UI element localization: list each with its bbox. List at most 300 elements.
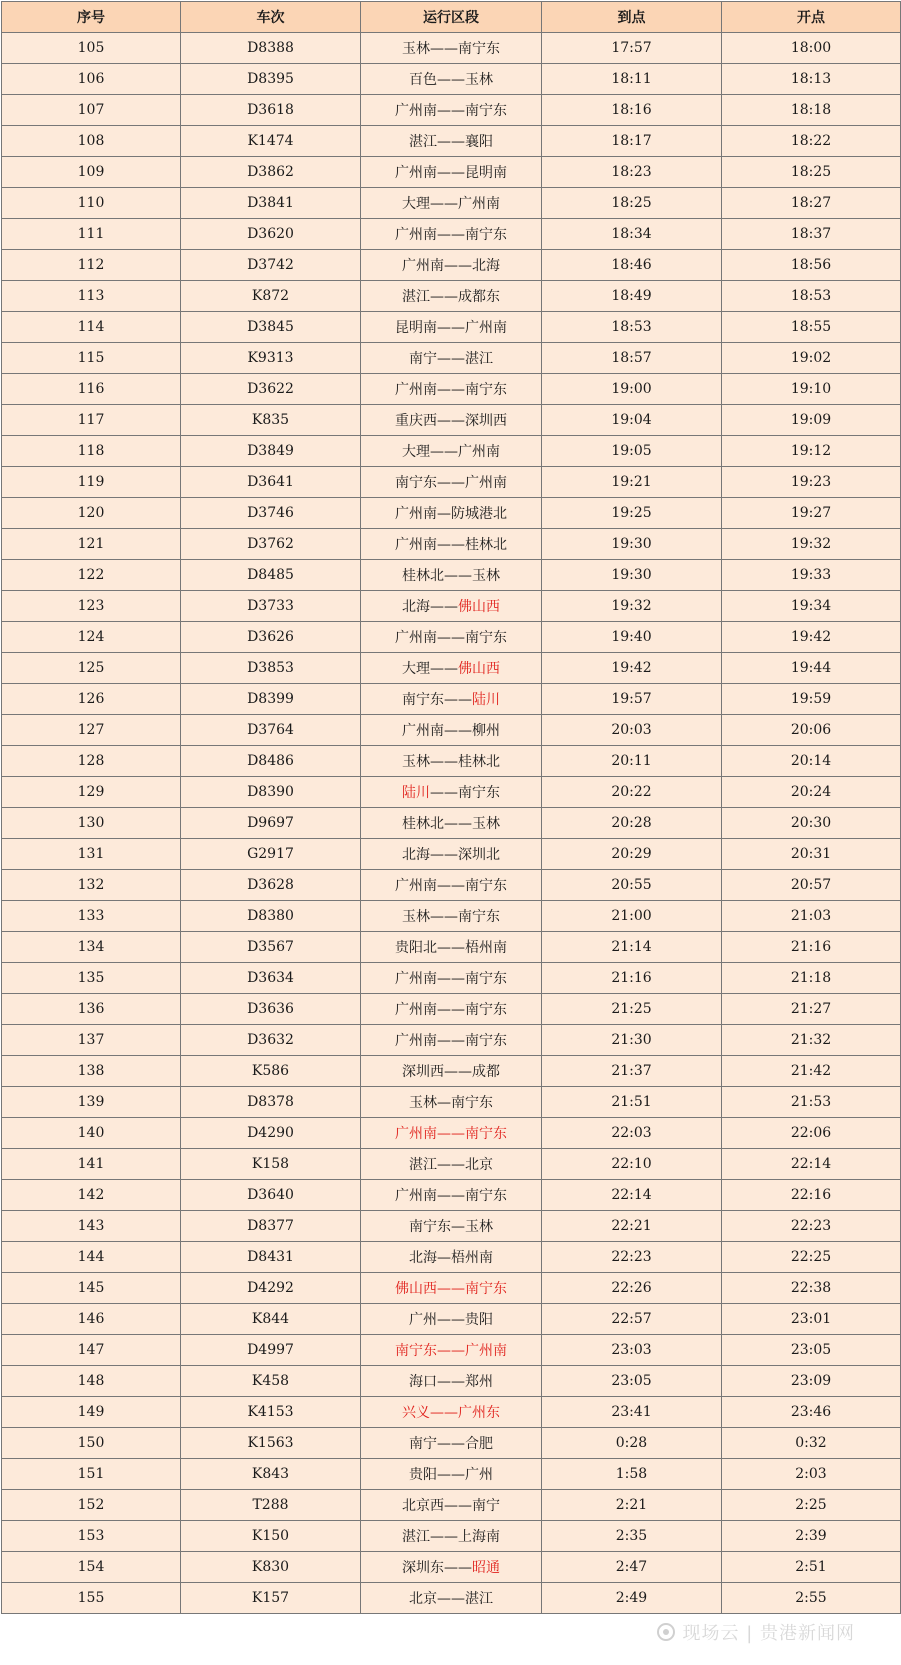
cell-arrival: 22:21 xyxy=(542,1211,722,1242)
cell-arrival: 22:23 xyxy=(542,1242,722,1273)
cell-departure: 22:25 xyxy=(722,1242,901,1273)
cell-seq: 110 xyxy=(2,188,181,219)
cell-arrival: 19:30 xyxy=(542,529,722,560)
cell-departure: 22:16 xyxy=(722,1180,901,1211)
cell-departure: 22:38 xyxy=(722,1273,901,1304)
table-row xyxy=(2,870,901,901)
cell-train: D8377 xyxy=(181,1211,361,1242)
cell-route xyxy=(361,33,542,64)
cell-seq: 126 xyxy=(2,684,181,715)
table-row xyxy=(2,1304,901,1335)
cell-seq: 151 xyxy=(2,1459,181,1490)
table-row xyxy=(2,746,901,777)
route-segment: 广州南——北海 xyxy=(402,258,500,274)
header-arrival: 到点 xyxy=(542,2,722,33)
cell-arrival: 18:49 xyxy=(542,281,722,312)
cell-seq: 109 xyxy=(2,157,181,188)
cell-seq: 105 xyxy=(2,33,181,64)
table-row xyxy=(2,653,901,684)
cell-arrival: 18:46 xyxy=(542,250,722,281)
cell-train: D8399 xyxy=(181,684,361,715)
table-row xyxy=(2,281,901,312)
cell-route xyxy=(361,808,542,839)
cell-seq: 135 xyxy=(2,963,181,994)
cell-seq: 142 xyxy=(2,1180,181,1211)
cell-departure: 2:39 xyxy=(722,1521,901,1552)
cell-route xyxy=(361,746,542,777)
cell-arrival: 22:57 xyxy=(542,1304,722,1335)
cell-train: D4290 xyxy=(181,1118,361,1149)
cell-seq: 143 xyxy=(2,1211,181,1242)
cell-arrival: 20:11 xyxy=(542,746,722,777)
cell-train: D3622 xyxy=(181,374,361,405)
cell-arrival: 19:05 xyxy=(542,436,722,467)
cell-arrival: 18:34 xyxy=(542,219,722,250)
cell-arrival: 18:16 xyxy=(542,95,722,126)
cell-route xyxy=(361,529,542,560)
route-segment: 昆明南——广州南 xyxy=(395,320,507,336)
cell-departure: 20:24 xyxy=(722,777,901,808)
cell-departure: 19:10 xyxy=(722,374,901,405)
table-row xyxy=(2,808,901,839)
cell-arrival: 19:57 xyxy=(542,684,722,715)
route-segment: 桂林北——玉林 xyxy=(402,568,500,584)
cell-arrival: 21:00 xyxy=(542,901,722,932)
table-row xyxy=(2,33,901,64)
table-row xyxy=(2,777,901,808)
route-segment: 陆川 xyxy=(472,692,500,708)
route-segment: 北海—梧州南 xyxy=(409,1250,493,1266)
cell-train: D8388 xyxy=(181,33,361,64)
table-row xyxy=(2,436,901,467)
cell-arrival: 21:30 xyxy=(542,1025,722,1056)
header-row xyxy=(2,2,901,33)
table-row xyxy=(2,467,901,498)
route-segment: 南宁东—玉林 xyxy=(409,1219,493,1235)
cell-arrival: 18:23 xyxy=(542,157,722,188)
cell-seq: 106 xyxy=(2,64,181,95)
cell-seq: 134 xyxy=(2,932,181,963)
cell-departure: 18:18 xyxy=(722,95,901,126)
table-row xyxy=(2,250,901,281)
header-route: 运行区段 xyxy=(361,2,542,33)
cell-seq: 131 xyxy=(2,839,181,870)
table-row xyxy=(2,1397,901,1428)
cell-departure: 18:25 xyxy=(722,157,901,188)
cell-departure: 2:03 xyxy=(722,1459,901,1490)
route-segment: 佛山西——南宁东 xyxy=(395,1281,507,1297)
cell-departure: 22:23 xyxy=(722,1211,901,1242)
cell-train: D8378 xyxy=(181,1087,361,1118)
route-segment: 广州南——南宁东 xyxy=(395,1126,507,1142)
table-body xyxy=(2,33,901,1614)
cell-train: D3849 xyxy=(181,436,361,467)
cell-seq: 139 xyxy=(2,1087,181,1118)
cell-train: K830 xyxy=(181,1552,361,1583)
route-segment: 广州南——南宁东 xyxy=(395,971,507,987)
route-segment: 南宁东——广州南 xyxy=(395,475,507,491)
table-row xyxy=(2,1521,901,1552)
route-segment: 玉林—南宁东 xyxy=(409,1095,493,1111)
table-row xyxy=(2,1087,901,1118)
cell-train: D3640 xyxy=(181,1180,361,1211)
cell-arrival: 21:14 xyxy=(542,932,722,963)
cell-seq: 141 xyxy=(2,1149,181,1180)
cell-seq: 113 xyxy=(2,281,181,312)
cell-route xyxy=(361,281,542,312)
cell-departure: 20:57 xyxy=(722,870,901,901)
cell-departure: 18:55 xyxy=(722,312,901,343)
route-segment: 广州南——南宁东 xyxy=(395,630,507,646)
cell-arrival: 23:41 xyxy=(542,1397,722,1428)
table-row xyxy=(2,64,901,95)
route-segment: 北海—— xyxy=(402,599,458,615)
cell-seq: 123 xyxy=(2,591,181,622)
cell-departure: 20:31 xyxy=(722,839,901,870)
route-segment: 湛江——成都东 xyxy=(402,289,500,305)
cell-seq: 149 xyxy=(2,1397,181,1428)
cell-train: K872 xyxy=(181,281,361,312)
cell-departure: 20:30 xyxy=(722,808,901,839)
cell-train: D4292 xyxy=(181,1273,361,1304)
cell-train: D8486 xyxy=(181,746,361,777)
cell-route xyxy=(361,1211,542,1242)
cell-route xyxy=(361,1149,542,1180)
cell-departure: 19:02 xyxy=(722,343,901,374)
cell-seq: 112 xyxy=(2,250,181,281)
cell-departure: 18:13 xyxy=(722,64,901,95)
table-row xyxy=(2,498,901,529)
route-segment: 广州南——桂林北 xyxy=(395,537,507,553)
cell-train: D3764 xyxy=(181,715,361,746)
cell-train: K1563 xyxy=(181,1428,361,1459)
cell-seq: 138 xyxy=(2,1056,181,1087)
cell-route xyxy=(361,126,542,157)
table-row xyxy=(2,1242,901,1273)
cell-seq: 125 xyxy=(2,653,181,684)
cell-seq: 148 xyxy=(2,1366,181,1397)
cell-route xyxy=(361,405,542,436)
cell-seq: 121 xyxy=(2,529,181,560)
cell-seq: 130 xyxy=(2,808,181,839)
cell-train: D3841 xyxy=(181,188,361,219)
table-row xyxy=(2,1149,901,1180)
cell-departure: 19:12 xyxy=(722,436,901,467)
route-segment: 广州南——南宁东 xyxy=(395,382,507,398)
cell-seq: 120 xyxy=(2,498,181,529)
route-segment: 陆川 xyxy=(402,785,430,801)
cell-departure: 23:05 xyxy=(722,1335,901,1366)
route-segment: 大理——广州南 xyxy=(402,196,500,212)
cell-train: K458 xyxy=(181,1366,361,1397)
cell-train: D3618 xyxy=(181,95,361,126)
cell-route xyxy=(361,1118,542,1149)
cell-arrival: 20:29 xyxy=(542,839,722,870)
table-row xyxy=(2,1211,901,1242)
route-segment: 昭通 xyxy=(472,1560,500,1576)
cell-train: K1474 xyxy=(181,126,361,157)
cell-route xyxy=(361,1335,542,1366)
cell-departure: 21:53 xyxy=(722,1087,901,1118)
route-segment: 深圳东—— xyxy=(402,1560,472,1576)
table-row xyxy=(2,405,901,436)
cell-route xyxy=(361,219,542,250)
cell-train: D3636 xyxy=(181,994,361,1025)
cell-route xyxy=(361,498,542,529)
cell-route xyxy=(361,684,542,715)
cell-train: D8395 xyxy=(181,64,361,95)
cell-route xyxy=(361,1490,542,1521)
cell-train: D3845 xyxy=(181,312,361,343)
cell-arrival: 19:00 xyxy=(542,374,722,405)
route-segment: 百色——玉林 xyxy=(409,72,493,88)
cell-train: D3634 xyxy=(181,963,361,994)
table-row xyxy=(2,1056,901,1087)
cell-departure: 18:27 xyxy=(722,188,901,219)
cell-departure: 23:09 xyxy=(722,1366,901,1397)
table-row xyxy=(2,188,901,219)
route-segment: 广州南——南宁东 xyxy=(395,878,507,894)
cell-arrival: 18:25 xyxy=(542,188,722,219)
cell-route xyxy=(361,188,542,219)
cell-departure: 21:27 xyxy=(722,994,901,1025)
cell-arrival: 21:51 xyxy=(542,1087,722,1118)
route-segment: 南宁东—— xyxy=(402,692,472,708)
route-segment: 佛山西 xyxy=(458,599,500,615)
cell-route xyxy=(361,1056,542,1087)
table-row xyxy=(2,343,901,374)
cell-train: D3742 xyxy=(181,250,361,281)
cell-train: D3746 xyxy=(181,498,361,529)
cell-seq: 146 xyxy=(2,1304,181,1335)
cell-train: K844 xyxy=(181,1304,361,1335)
cell-route xyxy=(361,591,542,622)
cell-train: K157 xyxy=(181,1583,361,1614)
cell-seq: 108 xyxy=(2,126,181,157)
cell-route xyxy=(361,343,542,374)
route-segment: 湛江——北京 xyxy=(409,1157,493,1173)
cell-route xyxy=(361,1366,542,1397)
table-row xyxy=(2,312,901,343)
route-segment: 南宁东——广州南 xyxy=(395,1343,507,1359)
cell-arrival: 19:40 xyxy=(542,622,722,653)
watermark-text: 现场云 | 贵港新闻网 xyxy=(682,1623,855,1644)
cell-departure: 21:42 xyxy=(722,1056,901,1087)
cell-seq: 133 xyxy=(2,901,181,932)
table-row xyxy=(2,1335,901,1366)
table-row xyxy=(2,1583,901,1614)
cell-arrival: 20:55 xyxy=(542,870,722,901)
route-segment: 北海——深圳北 xyxy=(402,847,500,863)
cell-train: D3628 xyxy=(181,870,361,901)
cell-arrival: 22:03 xyxy=(542,1118,722,1149)
table-row xyxy=(2,157,901,188)
cell-seq: 154 xyxy=(2,1552,181,1583)
cell-train: K158 xyxy=(181,1149,361,1180)
cell-seq: 137 xyxy=(2,1025,181,1056)
cell-departure: 20:14 xyxy=(722,746,901,777)
cell-arrival: 2:47 xyxy=(542,1552,722,1583)
cell-arrival: 18:17 xyxy=(542,126,722,157)
table-row xyxy=(2,1428,901,1459)
table-row xyxy=(2,932,901,963)
cell-train: D3620 xyxy=(181,219,361,250)
table-row xyxy=(2,994,901,1025)
cell-seq: 136 xyxy=(2,994,181,1025)
cell-train: D3641 xyxy=(181,467,361,498)
cell-route xyxy=(361,1552,542,1583)
cell-departure: 19:59 xyxy=(722,684,901,715)
cell-arrival: 23:03 xyxy=(542,1335,722,1366)
route-segment: 玉林——南宁东 xyxy=(402,41,500,57)
cell-seq: 144 xyxy=(2,1242,181,1273)
cell-route xyxy=(361,1087,542,1118)
cell-arrival: 2:21 xyxy=(542,1490,722,1521)
cell-train: K835 xyxy=(181,405,361,436)
table-row xyxy=(2,839,901,870)
cell-seq: 155 xyxy=(2,1583,181,1614)
cell-route xyxy=(361,1583,542,1614)
cell-route xyxy=(361,1242,542,1273)
cell-seq: 127 xyxy=(2,715,181,746)
cell-route xyxy=(361,436,542,467)
cell-route xyxy=(361,932,542,963)
route-segment: 兴义——广州东 xyxy=(402,1405,500,1421)
cell-departure: 21:03 xyxy=(722,901,901,932)
cell-departure: 22:14 xyxy=(722,1149,901,1180)
route-segment: 湛江——襄阳 xyxy=(409,134,493,150)
cell-departure: 18:53 xyxy=(722,281,901,312)
route-segment: 贵阳北——梧州南 xyxy=(395,940,507,956)
cell-seq: 128 xyxy=(2,746,181,777)
cell-route xyxy=(361,1025,542,1056)
cell-departure: 2:25 xyxy=(722,1490,901,1521)
cell-departure: 22:06 xyxy=(722,1118,901,1149)
cell-seq: 140 xyxy=(2,1118,181,1149)
table-row xyxy=(2,1459,901,1490)
route-segment: 广州——贵阳 xyxy=(409,1312,493,1328)
cell-departure: 23:01 xyxy=(722,1304,901,1335)
cell-departure: 19:34 xyxy=(722,591,901,622)
cell-train: T288 xyxy=(181,1490,361,1521)
table-row xyxy=(2,1025,901,1056)
cell-train: D8431 xyxy=(181,1242,361,1273)
cell-route xyxy=(361,1428,542,1459)
cell-arrival: 1:58 xyxy=(542,1459,722,1490)
cell-route xyxy=(361,1397,542,1428)
cell-route xyxy=(361,1521,542,1552)
cell-seq: 132 xyxy=(2,870,181,901)
cell-train: D3853 xyxy=(181,653,361,684)
route-segment: 佛山西 xyxy=(458,661,500,677)
cell-seq: 118 xyxy=(2,436,181,467)
table-row xyxy=(2,591,901,622)
cell-arrival: 2:35 xyxy=(542,1521,722,1552)
table-row xyxy=(2,1490,901,1521)
cell-departure: 2:51 xyxy=(722,1552,901,1583)
cell-arrival: 22:14 xyxy=(542,1180,722,1211)
cell-train: K150 xyxy=(181,1521,361,1552)
cell-arrival: 18:53 xyxy=(542,312,722,343)
cell-arrival: 0:28 xyxy=(542,1428,722,1459)
route-segment: 海口——郑州 xyxy=(409,1374,493,1390)
route-segment: 广州南——昆明南 xyxy=(395,165,507,181)
cell-route xyxy=(361,250,542,281)
table-row xyxy=(2,374,901,405)
cell-departure: 19:44 xyxy=(722,653,901,684)
cell-arrival: 20:03 xyxy=(542,715,722,746)
cell-seq: 129 xyxy=(2,777,181,808)
cell-departure: 19:42 xyxy=(722,622,901,653)
cell-route xyxy=(361,1273,542,1304)
cell-departure: 20:06 xyxy=(722,715,901,746)
route-segment: 广州南—防城港北 xyxy=(395,506,507,522)
cell-seq: 117 xyxy=(2,405,181,436)
cell-departure: 21:18 xyxy=(722,963,901,994)
cell-seq: 122 xyxy=(2,560,181,591)
cell-train: D9697 xyxy=(181,808,361,839)
route-segment: 广州南——南宁东 xyxy=(395,227,507,243)
cell-train: K9313 xyxy=(181,343,361,374)
cell-train: D3733 xyxy=(181,591,361,622)
cell-arrival: 22:26 xyxy=(542,1273,722,1304)
cell-route xyxy=(361,95,542,126)
cell-route xyxy=(361,622,542,653)
cell-departure: 2:55 xyxy=(722,1583,901,1614)
cell-arrival: 21:16 xyxy=(542,963,722,994)
cell-departure: 18:22 xyxy=(722,126,901,157)
cell-route xyxy=(361,64,542,95)
route-segment: 北京西——南宁 xyxy=(402,1498,500,1514)
cell-train: D3567 xyxy=(181,932,361,963)
table-row xyxy=(2,622,901,653)
cell-route xyxy=(361,870,542,901)
route-segment: 大理——广州南 xyxy=(402,444,500,460)
route-segment: 大理—— xyxy=(402,661,458,677)
route-segment: 贵阳——广州 xyxy=(409,1467,493,1483)
table-row xyxy=(2,901,901,932)
cell-seq: 111 xyxy=(2,219,181,250)
route-segment: 南宁——湛江 xyxy=(409,351,493,367)
cell-arrival: 19:42 xyxy=(542,653,722,684)
cell-route xyxy=(361,715,542,746)
cell-arrival: 21:37 xyxy=(542,1056,722,1087)
cell-train: D3762 xyxy=(181,529,361,560)
cell-arrival: 17:57 xyxy=(542,33,722,64)
cell-seq: 119 xyxy=(2,467,181,498)
cell-route xyxy=(361,157,542,188)
cell-arrival: 2:49 xyxy=(542,1583,722,1614)
cell-departure: 23:46 xyxy=(722,1397,901,1428)
route-segment: 深圳西——成都 xyxy=(402,1064,500,1080)
cell-route xyxy=(361,467,542,498)
cell-train: D3626 xyxy=(181,622,361,653)
header-train: 车次 xyxy=(181,2,361,33)
cell-arrival: 19:25 xyxy=(542,498,722,529)
cell-arrival: 22:10 xyxy=(542,1149,722,1180)
cell-train: K4153 xyxy=(181,1397,361,1428)
route-segment: 玉林——南宁东 xyxy=(402,909,500,925)
cell-seq: 114 xyxy=(2,312,181,343)
header-seq: 序号 xyxy=(2,2,181,33)
cell-train: D3862 xyxy=(181,157,361,188)
cell-seq: 147 xyxy=(2,1335,181,1366)
cell-route xyxy=(361,374,542,405)
route-segment: 广州南——南宁东 xyxy=(395,103,507,119)
cell-route xyxy=(361,560,542,591)
cell-arrival: 21:25 xyxy=(542,994,722,1025)
route-segment: ——南宁东 xyxy=(430,785,500,801)
